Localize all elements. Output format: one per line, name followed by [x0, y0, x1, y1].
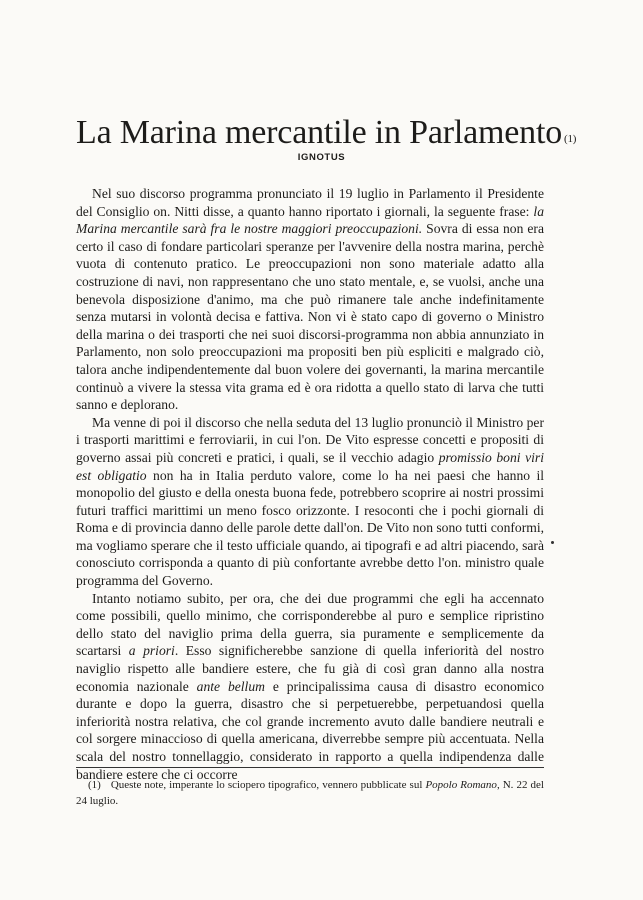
paragraph-3-segment-2: a priori — [128, 643, 175, 659]
footnote-marker: (1) — [88, 779, 101, 791]
paragraph-1-segment-2: la Marina mercantile sarà fra le nostre maggiori preoccupazioni. — [76, 203, 544, 237]
paragraph-3 — [76, 590, 544, 784]
author-byline: IGNOTUS — [297, 152, 346, 163]
footnote — [76, 777, 544, 809]
paragraph-1-segment-1: Nel suo discorso programma pronunciato il 19 luglio in Parlamento il Presidente del Consiglio on. Nitti disse, a quanto hanno riportato i giornali, la seguente frase: — [76, 186, 544, 219]
article-body — [76, 185, 544, 783]
title-footnote-marker: (1) — [564, 133, 577, 145]
paragraph-3-segment-3: . Esso significherebbe sanzione di quella inferiorità del nostro naviglio rispetto alle bandiere estere, che fu già di così gran danno alla nostra economia nazionale — [76, 643, 544, 694]
footnote-segment-1: Queste note, imperante lo sciopero tipografico, vennero pubblicate sul — [110, 779, 426, 791]
margin-ink-dot — [551, 541, 554, 544]
paragraph-3-segment-4: ante bellum — [196, 678, 265, 694]
paragraph-2-segment-2: promissio boni viri est obligatio — [76, 449, 544, 483]
paragraph-3-segment-1: Intanto notiamo subito, per ora, che dei due programmi che egli ha accennato come possibili, quello minimo, che corrisponderebbe al puro e semplice ripristino dello stato del naviglio prima della guerra, sia puramente e semplicemente da scartarsi — [76, 590, 544, 659]
paragraph-1-segment-3: Sovra di essa non era certo il caso di fondare particolari speranze per l'avvenire della nostra marina, perchè vuota di contenuto pratico. Le preoccupazioni non sono materiale adatto alla costruzione di navi, non rappresentano che uno stato mentale, e, se vuolsi, anche una benevola disposizione d'animo, ma che può rimanere tale anche indefinitamente senza mutarsi in volontà decisa e fattiva. Non vi è stato capo di governo o Ministro della marina o dei trasporti che nei suoi discorsi-programma non abbia annunziato in Parlamento, non solo preoccupazioni ma propositi ben più espliciti e malgrado ciò, talora anche indipendentemente dal buon volere dei governanti, la marina mercantile continuò a vivere la stessa vita grama ed è ora ridotta a quello stato di larva che tutti sanno e deplorano. — [76, 221, 544, 413]
article-title — [76, 113, 596, 153]
paragraph-2-segment-3: non ha in Italia perduto valore, come lo ha nei paesi che hanno il monopolio del giusto e della onesta buona fede, potrebbero scoprire ai nostri prossimi futuri traffici marittimi un meno fosco orizzonte. I resoconti che i pochi giornali di Roma e di provincia danno delle parole dette dall'on. De Vito non sono tutti conformi, ma vogliamo sperare che il testo ufficiale quando, ai tipografi e ad altri piacendo, sarà conosciuto corrisponda a quanto di più confortante avrebbe detto l'on. ministro quale programma del Governo. — [76, 467, 545, 589]
paragraph-3-segment-5: e principalissima causa di disastro economico durante e dopo la guerra, disastro che si perpetuerebbe, perpetuandosi quella inferiorità nostra relativa, che col grande incremento avuto dalle bandiere neutrali e col sorgere minaccioso di quella americana, diverrebbe sempre più accentuata. Nella scala del nostro tonnellaggio, considerato in rapporto a quella indipendenza dalle bandiere estere che ci occorre — [76, 678, 544, 782]
footnote-text — [76, 779, 544, 807]
footnote-segment-3: , N. 22 del 24 luglio. — [76, 779, 544, 807]
article-title-text: La Marina mercantile in Parlamento — [76, 114, 563, 151]
footnote-segment-2: Popolo Romano — [425, 779, 497, 791]
paragraph-2 — [76, 414, 544, 590]
paragraph-1 — [76, 185, 544, 414]
paragraph-2-segment-1: Ma venne di poi il discorso che nella seduta del 13 luglio pronunciò il Ministro per i trasporti marittimi e ferroviarii, in cui l'on. De Vito espresse concetti e propositi di governo assai più concreti e pratici, i quali, se il vecchio adagio — [76, 414, 544, 465]
footnote-divider — [76, 767, 544, 768]
